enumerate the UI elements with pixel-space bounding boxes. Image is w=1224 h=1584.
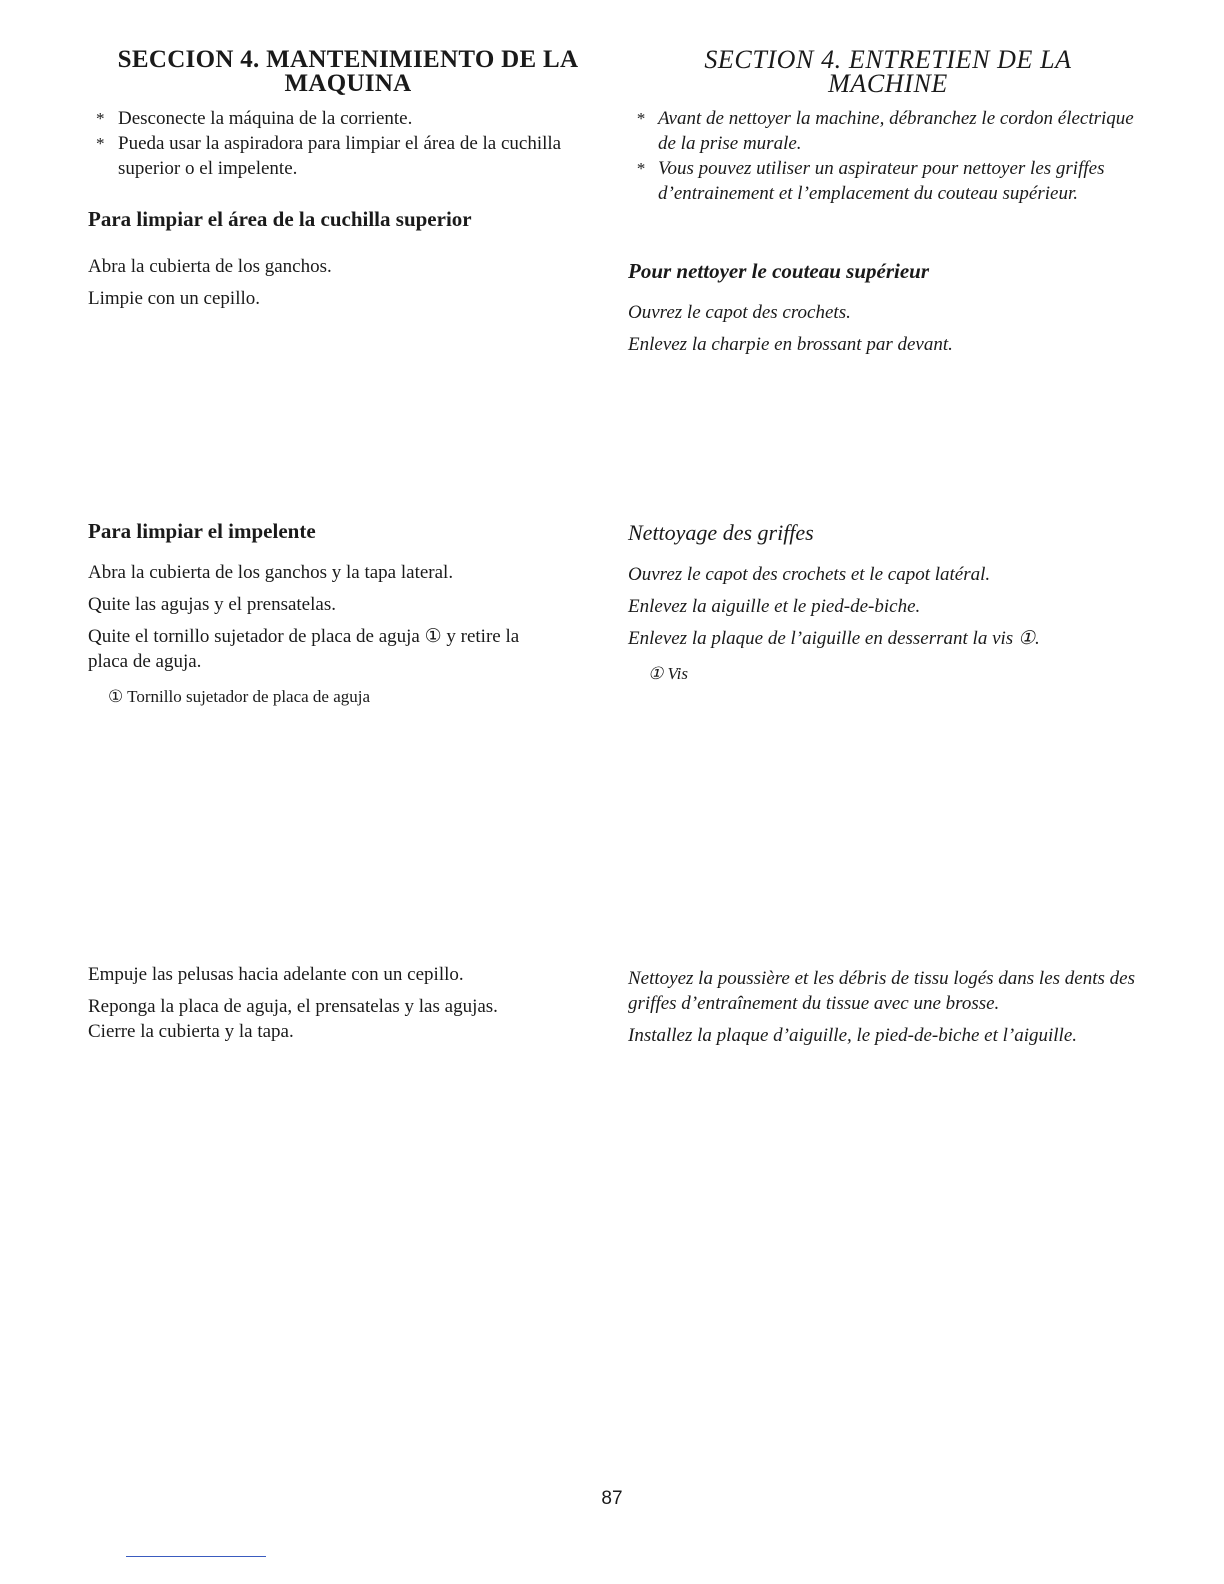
paragraph: Quite las agujas y el prensatelas. [88, 594, 336, 615]
bullet-item: * Avant de nettoyer la machine, débranchez le cordon électrique de la prise murale. [636, 108, 1134, 154]
french-upper-knife-heading: Pour nettoyer le couteau supérieur [628, 259, 930, 283]
spanish-intro [88, 48, 608, 181]
paragraph: Enlevez la plaque de l’aiguille en desserrant la vis ①. [628, 628, 1040, 649]
french-upper-knife-section [628, 258, 1148, 364]
callout-note: ① Vis [648, 664, 688, 683]
french-feed-dog-heading: Nettoyage des griffes [628, 520, 814, 545]
french-bullet-list [628, 106, 1148, 206]
page-number: 87 [601, 1488, 623, 1509]
paragraph: Limpie con un cepillo. [88, 288, 261, 309]
bullet-item: * Pueda usar la aspiradora para limpiar el área de la cuchilla superior o el impelente. [96, 133, 562, 179]
french-intro [628, 45, 1148, 206]
french-cleanup-section [628, 966, 1148, 1055]
spanish-title-line2: MAQUINA [284, 70, 412, 97]
french-title-line1: SECTION 4. ENTRETIEN DE LA [704, 45, 1072, 74]
paragraph: Ouvrez le capot des crochets. [628, 302, 851, 323]
bullet-item: * Vous pouvez utiliser un aspirateur pour nettoyer les griffes d’entrainement et l’emplacement du couteau supérieur. [636, 158, 1105, 204]
spanish-cleanup-section [88, 962, 608, 1051]
callout-note: ① Tornillo sujetador de placa de aguja [108, 687, 371, 706]
spanish-title-line1: SECCION 4. MANTENIMIENTO DE LA [117, 46, 579, 73]
french-feed-dog-section [628, 520, 1148, 685]
paragraph: Abra la cubierta de los ganchos. [88, 256, 332, 277]
spanish-feed-dog-heading: Para limpiar el impelente [88, 519, 316, 543]
asterisk-icon: * [636, 159, 645, 178]
paragraph: Quite el tornillo sujetador de placa de aguja ① y retire la placa de aguja. [88, 626, 520, 672]
spanish-section-title [88, 48, 608, 96]
asterisk-icon: * [96, 109, 105, 128]
spanish-bullet-list [88, 106, 608, 181]
paragraph: Reponga la placa de aguja, el prensatelas y las agujas. [88, 996, 498, 1017]
paragraph: Installez la plaque d’aiguille, le pied-de-biche et l’aiguille. [628, 1025, 1078, 1046]
spanish-feed-dog-section [88, 518, 608, 708]
french-title-line2: MACHINE [828, 69, 948, 98]
paragraph: Cierre la cubierta y la tapa. [88, 1021, 294, 1042]
paragraph: Empuje las pelusas hacia adelante con un cepillo. [88, 964, 464, 985]
asterisk-icon: * [96, 134, 105, 153]
paragraph: Enlevez la aiguille et le pied-de-biche. [628, 596, 921, 617]
french-section-title [628, 45, 1148, 98]
paragraph: Enlevez la charpie en brossant par devant. [628, 334, 953, 355]
footer-rule [126, 1556, 266, 1557]
bullet-item: * Desconecte la máquina de la corriente. [96, 108, 413, 129]
paragraph: Ouvrez le capot des crochets et le capot latéral. [628, 564, 991, 585]
spanish-upper-knife-heading: Para limpiar el área de la cuchilla superior [88, 207, 472, 231]
asterisk-icon: * [636, 109, 645, 128]
paragraph: Nettoyez la poussière et les débris de tissu logés dans les dents des griffes d’entraînement du tissue avec une brosse. [628, 968, 1135, 1014]
spanish-upper-knife-section [88, 206, 608, 318]
paragraph: Abra la cubierta de los ganchos y la tapa lateral. [88, 562, 454, 583]
